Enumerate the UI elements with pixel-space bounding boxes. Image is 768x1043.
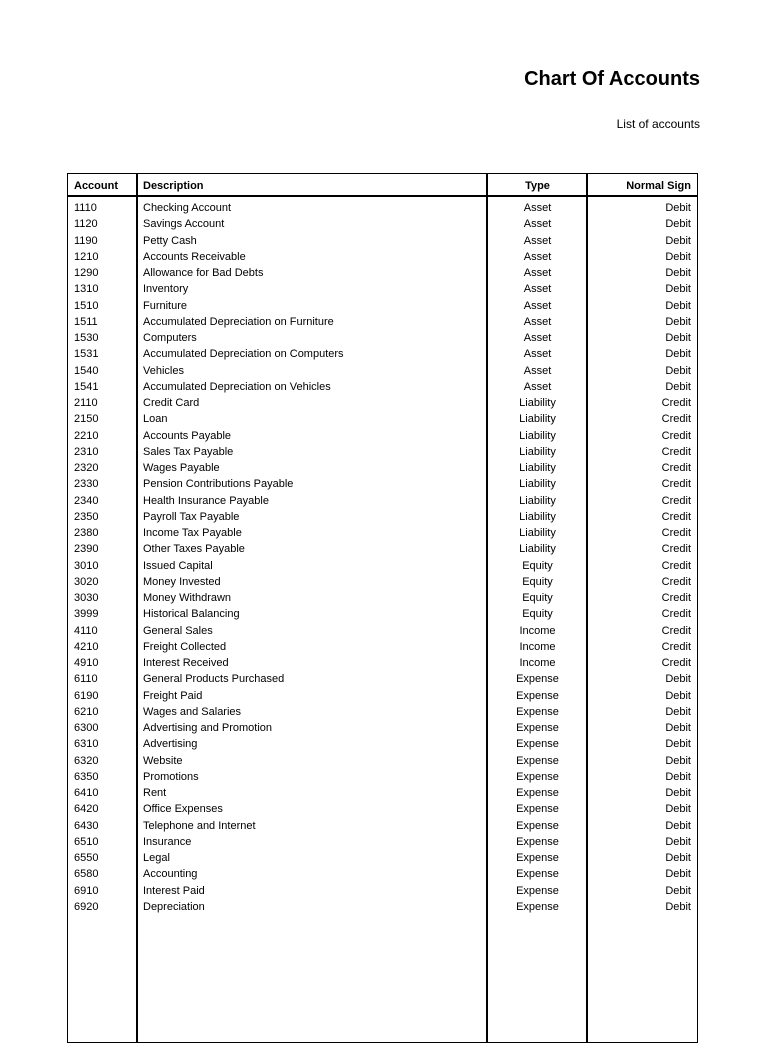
cell-normal-sign: Credit (661, 559, 691, 572)
cell-description: Accumulated Depreciation on Furniture (143, 315, 334, 328)
cell-normal-sign: Debit (665, 689, 691, 702)
cell-account: 2320 (74, 462, 99, 474)
cell-type: Expense (516, 770, 559, 783)
cell-description: Health Insurance Payable (143, 494, 269, 507)
table-row (68, 330, 697, 346)
cell-account: 6910 (74, 884, 99, 897)
cell-type: Asset (523, 315, 552, 328)
table-body (68, 200, 697, 915)
cell-type: Expense (516, 852, 559, 864)
cell-type: Equity (522, 559, 553, 572)
cell-account: 1310 (74, 283, 99, 296)
cell-account: 6550 (74, 852, 99, 864)
cell-description: Wages Payable (143, 462, 220, 474)
cell-type: Expense (516, 819, 559, 832)
cell-description: Interest Paid (143, 884, 205, 897)
cell-type: Asset (523, 234, 552, 247)
cell-account: 1530 (74, 332, 99, 344)
cell-description: Freight Paid (143, 689, 203, 702)
table-row (68, 509, 697, 525)
cell-normal-sign: Debit (665, 803, 691, 816)
cell-description: Interest Received (143, 657, 229, 669)
cell-account: 2340 (74, 494, 99, 507)
cell-type: Expense (516, 689, 559, 702)
cell-type: Liability (519, 543, 556, 556)
table-row (68, 428, 697, 444)
cell-description: Depreciation (143, 900, 205, 913)
table-row (68, 688, 697, 704)
cell-type: Liability (519, 527, 556, 539)
table-row (68, 541, 697, 557)
cell-normal-sign: Debit (665, 332, 691, 344)
cell-description: Savings Account (143, 218, 225, 231)
cell-type: Asset (523, 380, 552, 393)
cell-description: Issued Capital (143, 559, 213, 572)
cell-normal-sign: Debit (665, 673, 691, 686)
table-row (68, 363, 697, 379)
cell-description: Checking Account (143, 202, 232, 214)
cell-account: 6350 (74, 770, 99, 783)
cell-description: Loan (143, 413, 168, 426)
cell-normal-sign: Credit (661, 478, 691, 491)
cell-description: Office Expenses (143, 803, 223, 816)
cell-account: 6510 (74, 835, 99, 848)
table-row (68, 395, 697, 411)
cell-type: Liability (519, 429, 556, 442)
cell-account: 6300 (74, 722, 99, 734)
cell-account: 2150 (74, 413, 99, 426)
table-row (68, 314, 697, 330)
cell-description: Money Invested (143, 575, 221, 588)
cell-normal-sign: Credit (661, 657, 691, 669)
cell-type: Expense (516, 722, 559, 734)
cell-description: Insurance (143, 835, 192, 848)
cell-description: Advertising (143, 738, 198, 751)
column-header-type: Type (525, 180, 550, 192)
cell-account: 1120 (74, 218, 98, 231)
cell-type: Expense (516, 868, 559, 881)
table-row (68, 265, 697, 281)
cell-account: 6190 (74, 689, 99, 702)
cell-type: Asset (523, 348, 552, 361)
cell-normal-sign: Debit (665, 705, 691, 718)
cell-normal-sign: Debit (665, 234, 691, 247)
cell-normal-sign: Credit (661, 462, 691, 474)
cell-type: Liability (519, 478, 556, 491)
cell-type: Expense (516, 787, 559, 799)
cell-description: General Sales (143, 624, 213, 637)
cell-description: Sales Tax Payable (143, 445, 234, 458)
cell-normal-sign: Debit (665, 754, 691, 767)
cell-account: 6430 (74, 819, 99, 832)
cell-normal-sign: Debit (665, 852, 691, 864)
cell-account: 6410 (74, 787, 99, 799)
column-header-normal-sign: Normal Sign (626, 180, 691, 192)
cell-normal-sign: Debit (665, 819, 691, 832)
table-row (68, 200, 697, 216)
table-row (68, 460, 697, 476)
cell-account: 1531 (74, 348, 99, 361)
cell-normal-sign: Debit (665, 250, 691, 263)
cell-account: 3030 (74, 592, 99, 604)
table-row (68, 379, 697, 395)
cell-account: 1541 (74, 380, 99, 393)
cell-account: 1511 (74, 315, 98, 328)
table-row (68, 623, 697, 639)
cell-type: Expense (516, 754, 559, 767)
cell-normal-sign: Credit (661, 397, 691, 409)
cell-account: 6310 (74, 738, 99, 751)
cell-normal-sign: Credit (661, 608, 691, 621)
cell-account: 1540 (74, 364, 99, 377)
cell-normal-sign: Credit (661, 527, 691, 539)
cell-normal-sign: Debit (665, 868, 691, 881)
cell-description: Computers (143, 332, 197, 344)
cell-description: Inventory (143, 283, 189, 296)
table-row (68, 769, 697, 785)
cell-description: Income Tax Payable (143, 527, 242, 539)
cell-description: Accounts Receivable (143, 250, 246, 263)
cell-normal-sign: Debit (665, 884, 691, 897)
cell-account: 2310 (74, 445, 99, 458)
cell-normal-sign: Credit (661, 429, 691, 442)
cell-type: Expense (516, 673, 559, 686)
cell-description: Accumulated Depreciation on Vehicles (143, 380, 331, 393)
table-row (68, 883, 697, 899)
cell-normal-sign: Debit (665, 722, 691, 734)
cell-type: Asset (523, 332, 552, 344)
cell-account: 2110 (74, 397, 98, 409)
cell-account: 3020 (74, 575, 99, 588)
table-row (68, 785, 697, 801)
table-row (68, 866, 697, 882)
cell-account: 1510 (74, 299, 99, 312)
table-row (68, 590, 697, 606)
table-row (68, 704, 697, 720)
cell-type: Asset (523, 283, 552, 296)
cell-type: Expense (516, 705, 559, 718)
cell-normal-sign: Debit (665, 364, 691, 377)
cell-account: 2390 (74, 543, 99, 556)
cell-type: Income (519, 624, 556, 637)
cell-description: Allowance for Bad Debts (143, 267, 264, 279)
table-row (68, 558, 697, 574)
cell-normal-sign: Debit (665, 299, 691, 312)
cell-type: Equity (522, 608, 553, 621)
table-row (68, 476, 697, 492)
cell-account: 6320 (74, 754, 99, 767)
cell-normal-sign: Debit (665, 283, 691, 296)
cell-description: Accumulated Depreciation on Computers (143, 348, 344, 361)
cell-description: Accounts Payable (143, 429, 232, 442)
table-row (68, 606, 697, 622)
table-header (68, 174, 697, 197)
cell-account: 1190 (74, 234, 98, 247)
table-row (68, 444, 697, 460)
table-row (68, 346, 697, 362)
cell-normal-sign: Debit (665, 348, 691, 361)
cell-normal-sign: Debit (665, 900, 691, 913)
cell-description: Rent (143, 787, 167, 799)
table-row (68, 411, 697, 427)
table-row (68, 281, 697, 297)
column-header-description: Description (143, 180, 204, 192)
cell-description: Vehicles (143, 364, 184, 377)
cell-normal-sign: Credit (661, 624, 691, 637)
cell-account: 6110 (74, 673, 98, 686)
cell-type: Liability (519, 494, 556, 507)
cell-normal-sign: Credit (661, 640, 691, 653)
cell-account: 6420 (74, 803, 99, 816)
cell-normal-sign: Debit (665, 738, 691, 751)
cell-account: 1110 (74, 202, 97, 214)
cell-description: Other Taxes Payable (143, 543, 245, 556)
cell-normal-sign: Credit (661, 494, 691, 507)
cell-type: Expense (516, 884, 559, 897)
cell-normal-sign: Credit (661, 575, 691, 588)
cell-description: Wages and Salaries (143, 705, 242, 718)
table-row (68, 249, 697, 265)
cell-account: 3010 (74, 559, 99, 572)
cell-account: 1290 (74, 267, 99, 279)
cell-normal-sign: Credit (661, 510, 691, 523)
cell-normal-sign: Credit (661, 445, 691, 458)
cell-description: Website (143, 754, 183, 767)
cell-normal-sign: Debit (665, 787, 691, 799)
cell-account: 6920 (74, 900, 99, 913)
cell-normal-sign: Debit (665, 218, 691, 231)
cell-account: 3999 (74, 608, 99, 621)
cell-account: 6580 (74, 868, 99, 881)
table-row (68, 736, 697, 752)
table-row (68, 801, 697, 817)
table-row (68, 493, 697, 509)
cell-description: Historical Balancing (143, 608, 240, 621)
table-row (68, 216, 697, 232)
cell-type: Equity (522, 592, 553, 604)
cell-account: 4110 (74, 624, 98, 637)
cell-type: Asset (523, 267, 552, 279)
cell-normal-sign: Debit (665, 202, 691, 214)
cell-description: Petty Cash (143, 234, 197, 247)
cell-normal-sign: Credit (661, 413, 691, 426)
cell-account: 2380 (74, 527, 99, 539)
table-row (68, 525, 697, 541)
cell-type: Expense (516, 803, 559, 816)
cell-type: Equity (522, 575, 553, 588)
accounts-table (67, 173, 698, 1043)
cell-account: 1210 (74, 250, 99, 263)
cell-type: Liability (519, 445, 556, 458)
cell-description: Advertising and Promotion (143, 722, 273, 734)
cell-normal-sign: Debit (665, 380, 691, 393)
cell-description: Telephone and Internet (143, 819, 256, 832)
cell-type: Expense (516, 835, 559, 848)
cell-description: General Products Purchased (143, 673, 285, 686)
column-header-account: Account (74, 180, 118, 192)
cell-type: Asset (523, 202, 552, 214)
cell-type: Liability (519, 413, 556, 426)
table-row (68, 298, 697, 314)
table-row (68, 834, 697, 850)
cell-type: Liability (519, 462, 556, 474)
cell-type: Liability (519, 510, 556, 523)
cell-account: 6210 (74, 705, 99, 718)
cell-normal-sign: Debit (665, 770, 691, 783)
cell-type: Asset (523, 299, 552, 312)
cell-normal-sign: Debit (665, 315, 691, 328)
cell-description: Payroll Tax Payable (143, 510, 240, 523)
table-row (68, 639, 697, 655)
cell-type: Expense (516, 900, 559, 913)
cell-normal-sign: Credit (661, 592, 691, 604)
cell-normal-sign: Credit (661, 543, 691, 556)
table-row (68, 720, 697, 736)
table-row (68, 753, 697, 769)
cell-normal-sign: Debit (665, 267, 691, 279)
cell-normal-sign: Debit (665, 835, 691, 848)
cell-account: 2210 (74, 429, 99, 442)
cell-type: Liability (519, 397, 556, 409)
cell-description: Legal (143, 852, 170, 864)
page-title: Chart Of Accounts (524, 68, 700, 90)
cell-description: Money Withdrawn (143, 592, 232, 604)
cell-type: Income (519, 657, 556, 669)
table-row (68, 850, 697, 866)
table-row (68, 574, 697, 590)
cell-description: Furniture (143, 299, 188, 312)
cell-description: Promotions (143, 770, 199, 783)
table-row (68, 233, 697, 249)
cell-type: Income (519, 640, 556, 653)
cell-account: 2350 (74, 510, 99, 523)
cell-account: 2330 (74, 478, 99, 491)
table-row (68, 899, 697, 915)
table-row (68, 818, 697, 834)
cell-description: Pension Contributions Payable (143, 478, 294, 491)
cell-description: Freight Collected (143, 640, 227, 653)
cell-type: Asset (523, 364, 552, 377)
table-row (68, 671, 697, 687)
cell-description: Accounting (143, 868, 198, 881)
cell-account: 4910 (74, 657, 99, 669)
page-subtitle: List of accounts (616, 117, 700, 131)
cell-account: 4210 (74, 640, 99, 653)
table-row (68, 655, 697, 671)
cell-description: Credit Card (143, 397, 200, 409)
cell-type: Expense (516, 738, 559, 751)
cell-type: Asset (523, 218, 552, 231)
cell-type: Asset (523, 250, 552, 263)
